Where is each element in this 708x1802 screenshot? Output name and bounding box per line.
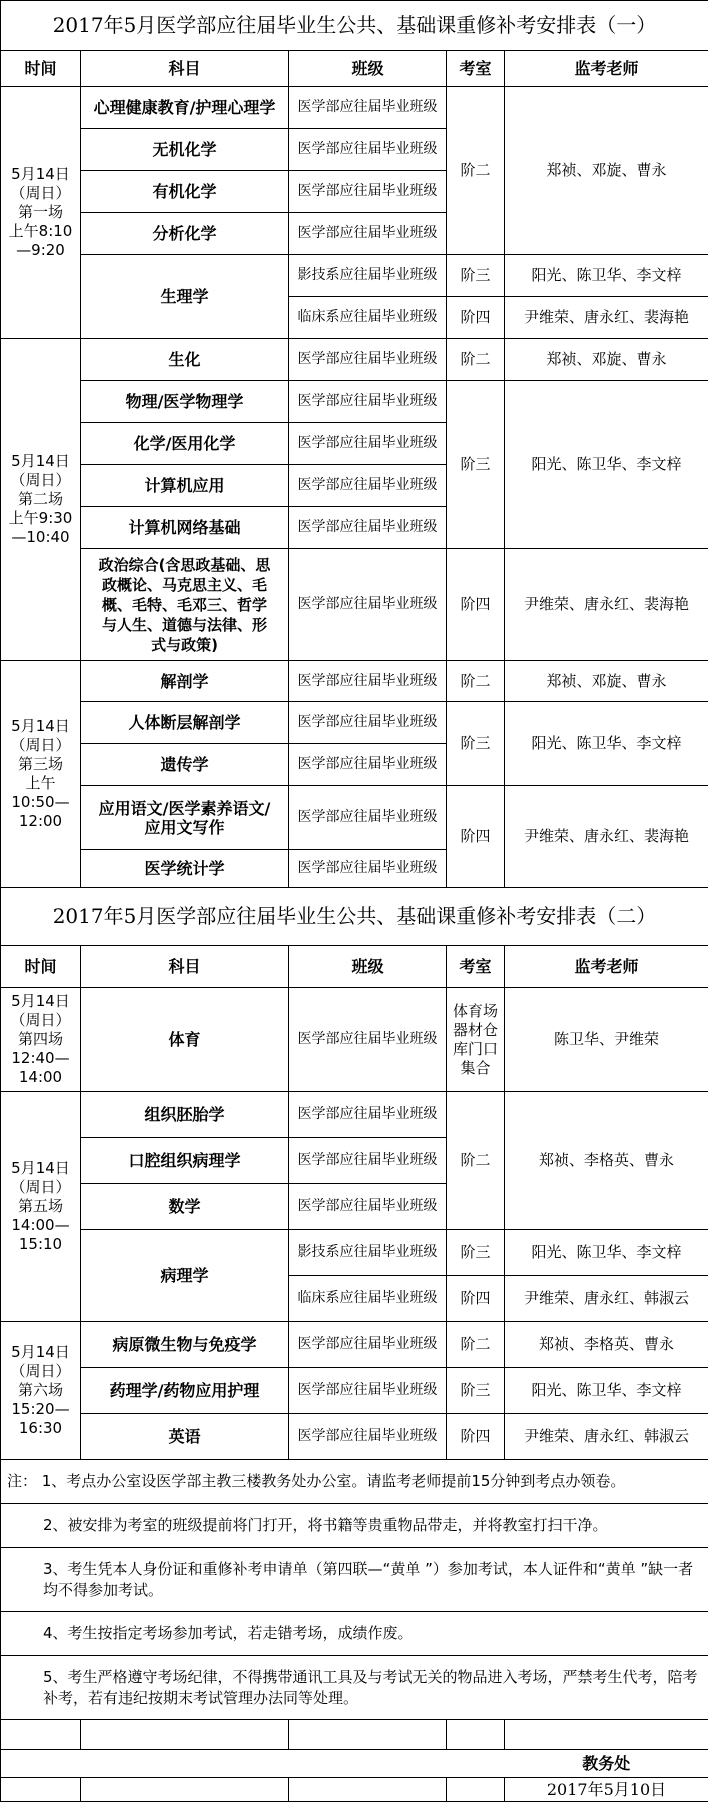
empty-cell [447,1720,505,1750]
class-cell: 医学部应往届毕业班级 [289,549,447,661]
class-cell: 影技系应往届毕业班级 [289,1230,447,1276]
empty-cell [81,1778,289,1802]
subject-cell: 口腔组织病理学 [81,1138,289,1184]
class-cell: 医学部应往届毕业班级 [289,381,447,423]
header-proctor: 监考老师 [505,51,708,87]
subject-cell: 心理健康教育/护理心理学 [81,87,289,129]
class-cell: 医学部应往届毕业班级 [289,786,447,850]
room-cell: 阶四 [447,1276,505,1322]
empty-cell [447,1778,505,1802]
header-proctor: 监考老师 [505,946,708,988]
proctor-cell: 尹维荣、唐永红、裴海艳 [505,549,708,661]
class-cell: 医学部应往届毕业班级 [289,1414,447,1460]
class-cell: 医学部应往届毕业班级 [289,1092,447,1138]
class-cell: 医学部应往届毕业班级 [289,465,447,507]
room-cell: 阶三 [447,1230,505,1276]
subject-cell: 生理学 [81,255,289,339]
proctor-cell: 尹维荣、唐永红、裴海艳 [505,786,708,888]
subject-cell: 数学 [81,1184,289,1230]
class-cell: 医学部应往届毕业班级 [289,339,447,381]
subject-cell: 生化 [81,339,289,381]
header-class: 班级 [289,946,447,988]
note-5: 5、考生严格遵守考场纪律，不得携带通讯工具及与考试无关的物品进入考场，严禁考生代考，陪考补考，若有违纪按期末考试管理办法同等处理。 [1,1656,708,1720]
class-cell: 医学部应往届毕业班级 [289,744,447,786]
subject-cell: 计算机网络基础 [81,507,289,549]
subject-cell: 化学/医用化学 [81,423,289,465]
room-cell: 阶三 [447,702,505,786]
room-cell: 阶四 [447,1414,505,1460]
subject-cell: 组织胚胎学 [81,1092,289,1138]
header-room: 考室 [447,946,505,988]
subject-cell: 人体断层解剖学 [81,702,289,744]
subject-cell: 体育 [81,988,289,1092]
subject-cell: 有机化学 [81,171,289,213]
proctor-cell: 尹维荣、唐永红、裴海艳 [505,297,708,339]
room-cell: 阶二 [447,1322,505,1368]
empty-cell [1,1750,505,1778]
class-cell: 医学部应往届毕业班级 [289,87,447,129]
signature-office: 教务处 [505,1750,708,1778]
subject-cell: 分析化学 [81,213,289,255]
class-cell: 医学部应往届毕业班级 [289,988,447,1092]
room-cell: 阶四 [447,549,505,661]
room-cell: 阶三 [447,381,505,549]
room-cell: 阶三 [447,255,505,297]
subject-cell: 医学统计学 [81,850,289,888]
proctor-cell: 郑祯、邓旋、曹永 [505,661,708,702]
room-cell: 阶二 [447,339,505,381]
proctor-cell: 阳光、陈卫华、李文梓 [505,1368,708,1414]
subject-cell: 病理学 [81,1230,289,1322]
session1-time: 5月14日 （周日） 第一场 上午8:10 —9:20 [1,87,81,339]
class-cell: 临床系应往届毕业班级 [289,297,447,339]
subject-cell: 药理学/药物应用护理 [81,1368,289,1414]
header-room: 考室 [447,51,505,87]
session4-time: 5月14日 （周日） 第四场 12:40— 14:00 [1,988,81,1092]
subject-cell: 无机化学 [81,129,289,171]
header-subject: 科目 [81,946,289,988]
session6-time: 5月14日 （周日） 第六场 15:20— 16:30 [1,1322,81,1460]
subject-cell: 政治综合(含思政基础、思 政概论、马克思主义、毛 概、毛特、毛邓三、哲学 与人生、道德与法律、形 式与政策) [81,549,289,661]
note-3: 3、考生凭本人身份证和重修补考申请单（第四联—“黄单 ”）参加考试，本人证件和“黄单 ”缺一者均不得参加考试。 [1,1548,708,1612]
empty-cell [289,1778,447,1802]
proctor-cell: 郑祯、邓旋、曹永 [505,339,708,381]
empty-cell [289,1720,447,1750]
proctor-cell: 阳光、陈卫华、李文梓 [505,381,708,549]
empty-cell [505,1720,708,1750]
subject-cell: 英语 [81,1414,289,1460]
proctor-cell: 阳光、陈卫华、李文梓 [505,255,708,297]
header-time: 时间 [1,946,81,988]
subject-cell: 解剖学 [81,661,289,702]
empty-cell [1,1778,81,1802]
class-cell: 医学部应往届毕业班级 [289,171,447,213]
class-cell: 医学部应往届毕业班级 [289,507,447,549]
header-class: 班级 [289,51,447,87]
table1-title: 2017年5月医学部应往届毕业生公共、基础课重修补考安排表（一） [1,1,708,51]
class-cell: 医学部应往届毕业班级 [289,702,447,744]
room-cell: 阶四 [447,786,505,888]
proctor-cell: 阳光、陈卫华、李文梓 [505,702,708,786]
class-cell: 医学部应往届毕业班级 [289,850,447,888]
proctor-cell: 阳光、陈卫华、李文梓 [505,1230,708,1276]
subject-cell: 病原微生物与免疫学 [81,1322,289,1368]
class-cell: 医学部应往届毕业班级 [289,423,447,465]
class-cell: 临床系应往届毕业班级 [289,1276,447,1322]
proctor-cell: 郑祯、李格英、曹永 [505,1092,708,1230]
empty-cell [1,1720,81,1750]
session2-time: 5月14日 （周日） 第二场 上午9:30 —10:40 [1,339,81,661]
empty-cell [81,1720,289,1750]
room-cell: 阶二 [447,1092,505,1230]
room-cell: 阶二 [447,87,505,255]
session3-time: 5月14日 （周日） 第三场 上午 10:50— 12:00 [1,661,81,888]
class-cell: 医学部应往届毕业班级 [289,213,447,255]
proctor-cell: 陈卫华、尹维荣 [505,988,708,1092]
class-cell: 医学部应往届毕业班级 [289,661,447,702]
note-2: 2、被安排为考室的班级提前将门打开，将书籍等贵重物品带走，并将教室打扫干净。 [1,1504,708,1548]
table2-title: 2017年5月医学部应往届毕业生公共、基础课重修补考安排表（二） [1,888,708,946]
class-cell: 医学部应往届毕业班级 [289,1184,447,1230]
note-4: 4、考生按指定考场参加考试，若走错考场，成绩作废。 [1,1612,708,1656]
note-1: 注： 1、考点办公室设医学部主教三楼教务处办公室。请监考老师提前15分钟到考点办领卷。 [1,1460,708,1504]
header-time: 时间 [1,51,81,87]
class-cell: 医学部应往届毕业班级 [289,129,447,171]
proctor-cell: 郑祯、邓旋、曹永 [505,87,708,255]
proctor-cell: 郑祯、李格英、曹永 [505,1322,708,1368]
subject-cell: 物理/医学物理学 [81,381,289,423]
class-cell: 医学部应往届毕业班级 [289,1322,447,1368]
room-cell: 体育场 器材仓 库门口 集合 [447,988,505,1092]
session5-time: 5月14日 （周日） 第五场 14:00— 15:10 [1,1092,81,1322]
subject-cell: 应用语文/医学素养语文/ 应用文写作 [81,786,289,850]
room-cell: 阶四 [447,297,505,339]
header-subject: 科目 [81,51,289,87]
room-cell: 阶二 [447,661,505,702]
subject-cell: 计算机应用 [81,465,289,507]
class-cell: 医学部应往届毕业班级 [289,1138,447,1184]
room-cell: 阶三 [447,1368,505,1414]
signature-date: 2017年5月10日 [505,1778,708,1802]
subject-cell: 遗传学 [81,744,289,786]
class-cell: 医学部应往届毕业班级 [289,1368,447,1414]
proctor-cell: 尹维荣、唐永红、韩淑云 [505,1276,708,1322]
class-cell: 影技系应往届毕业班级 [289,255,447,297]
proctor-cell: 尹维荣、唐永红、韩淑云 [505,1414,708,1460]
